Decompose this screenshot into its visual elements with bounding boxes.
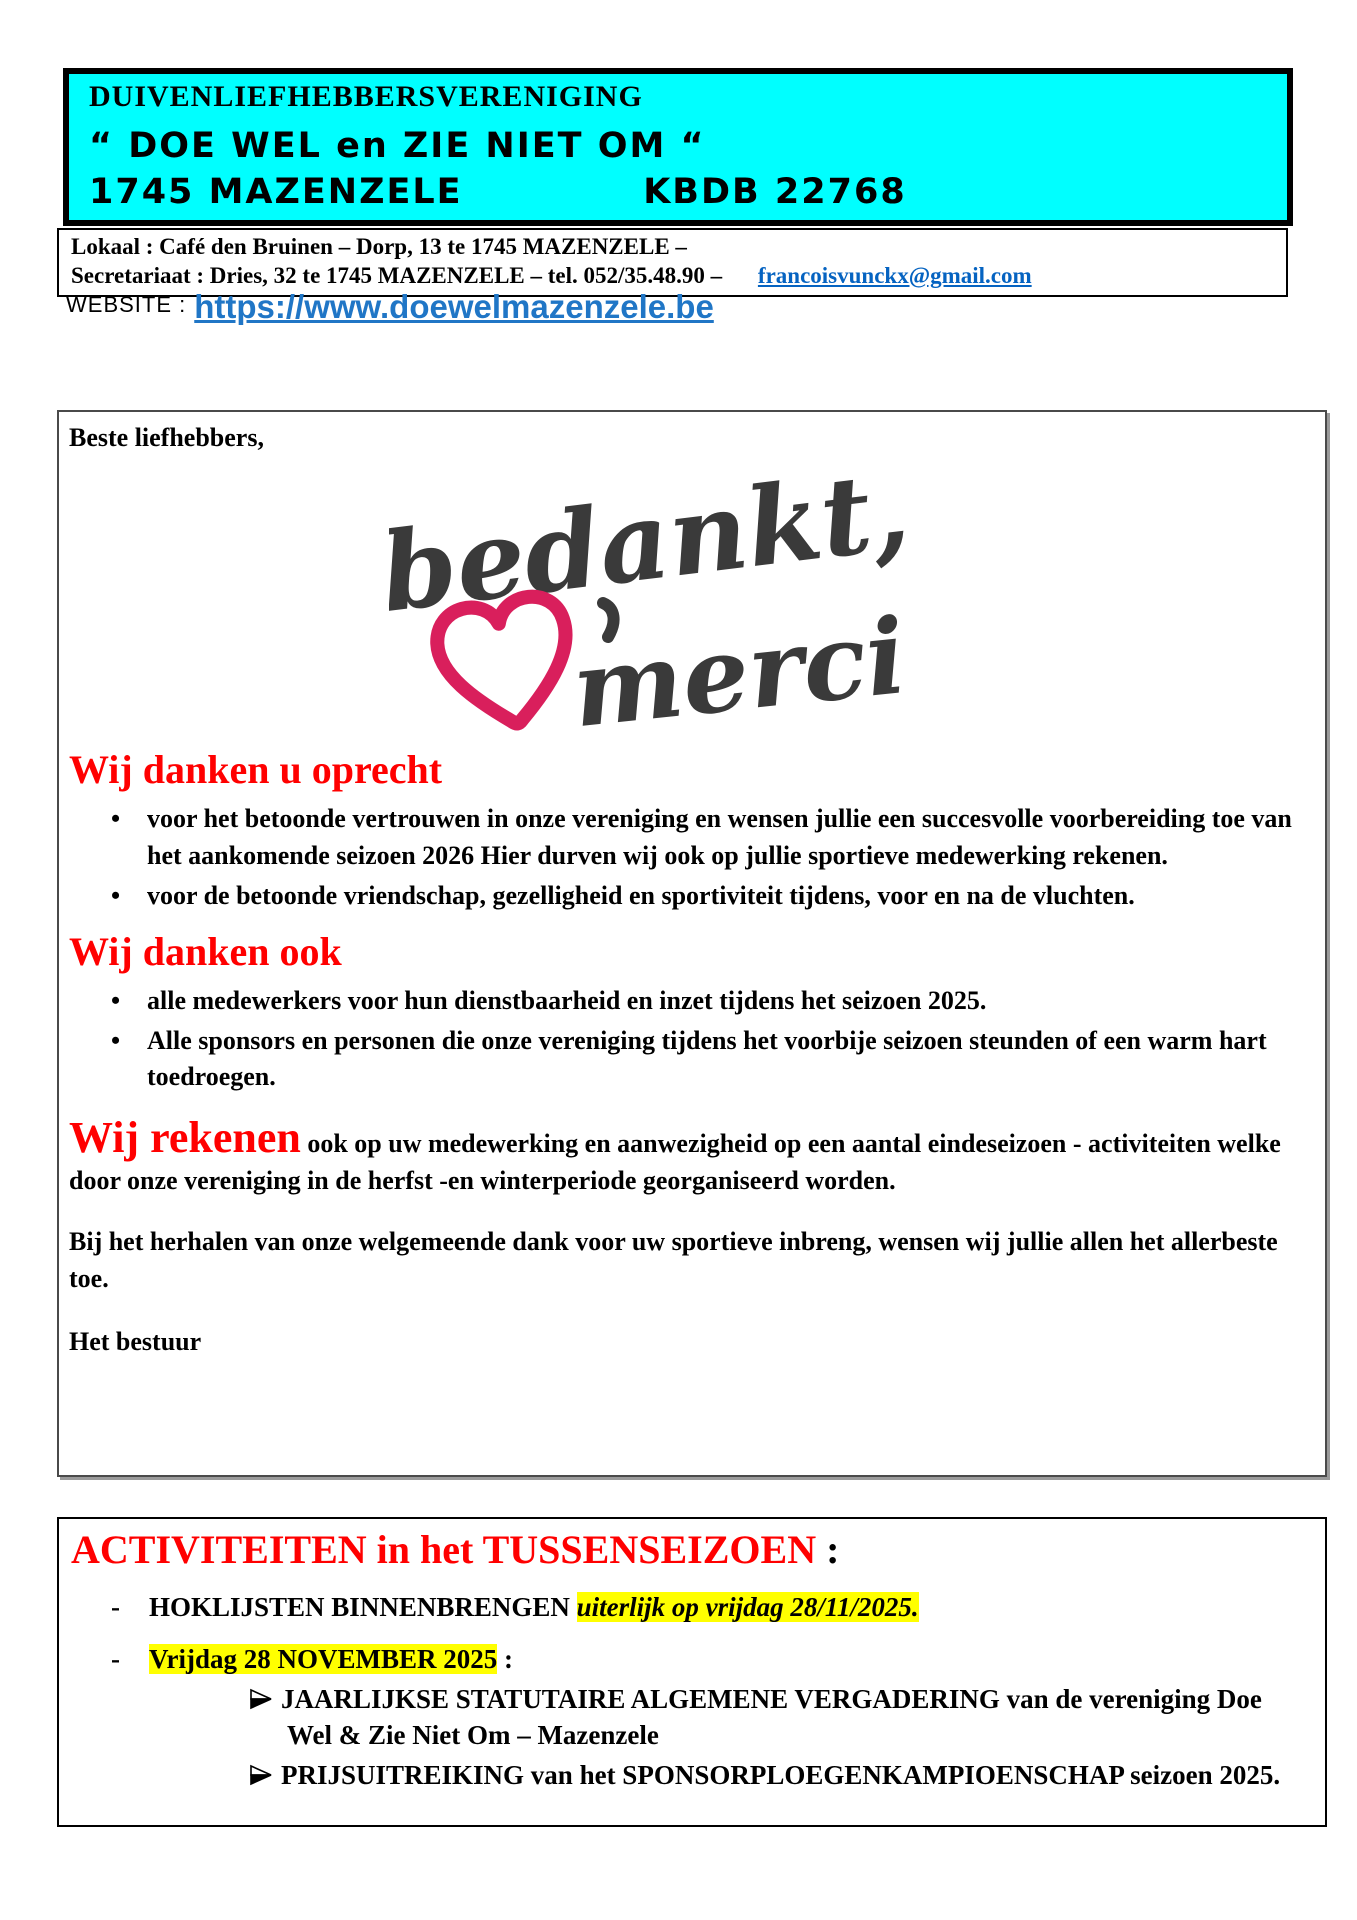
bullet-icon: • [111,880,121,910]
bullet-icon: • [111,985,121,1015]
paragraph-rekenen [69,1113,1299,1200]
signoff-het-bestuur: Het bestuur [69,1326,202,1356]
club-header-box [63,68,1293,226]
bedankt-merci-image [389,461,909,733]
address-line-lokaal: Lokaal : Café den Bruinen – Dorp, 13 te 1745 MAZENZELE – [71,234,687,259]
website-label: WEBSITE : [66,292,187,317]
activities-box [57,1517,1327,1827]
vrijdag-colon: : [497,1644,513,1675]
hoklijsten-deadline-highlight: uiterlijk op vrijdag 28/11/2025. [576,1592,919,1622]
activities-heading [71,1527,1305,1573]
list-item-text: alle medewerkers voor hun dienstbaarheid en inzet tijdens het seizoen 2025. [147,985,987,1015]
section-heading-danken-ook: Wij danken ook [69,928,342,974]
rekenen-text: ook op uw medewerking en aanwezigheid op een aantal eindeseizoen - activiteiten welke door onze vereniging in de herfst -en winterperiode georganiseerd worden. [69,1129,1281,1196]
rekenen-red-heading: Wij rekenen [69,1113,301,1163]
dash-icon: - [111,1592,120,1622]
list-item [111,801,1299,875]
letter-box [57,410,1327,1477]
club-kbdb-number: KBDB 22768 [643,172,907,212]
bullet-icon: • [111,803,121,833]
sub-item-text: JAARLIJKSE STATUTAIRE ALGEMENE VERGADERING van de vereniging Doe Wel & Zie Niet Om – Mazenzele [281,1683,1262,1751]
merci-script-text: merci [566,593,909,733]
activity-item-vrijdag [71,1641,1305,1793]
arrowhead-right-icon [249,1688,273,1710]
sub-item-vergadering [249,1681,1305,1754]
secretariaat-text: Secretariaat : Dries, 32 te 1745 MAZENZELE – tel. 052/35.48.90 – [71,262,723,288]
activity-item-hoklijsten [71,1589,1305,1625]
list-item [111,878,1299,915]
website-link[interactable]: https://www.doewelmazenzele.be [194,288,714,325]
email-link[interactable]: francoisvunckx@gmail.com [757,262,1032,288]
danken-oprecht-list [69,801,1299,915]
club-name: “ DOE WEL en ZIE NIET OM “ [89,125,706,166]
greeting: Beste liefhebbers, [69,423,264,452]
section-heading-danken-oprecht: Wij danken u oprecht [69,746,443,792]
list-item [111,983,1299,1020]
list-item [111,1023,1299,1097]
club-association-type: DUIVENLIEFHEBBERSVERENIGING [89,80,643,113]
bedankt-script-text: bedankt, [389,460,909,637]
bullet-icon: • [111,1025,121,1055]
address-line-secretariaat [71,262,1274,291]
bedankt-merci-graphic [389,461,909,733]
arrowhead-right-icon [249,1764,273,1786]
website-row [66,288,714,326]
paragraph-thanks: Bij het herhalen van onze welgemeende dank voor uw sportieve inbreng, wensen wij jullie allen het allerbeste toe. [69,1227,1278,1294]
activities-heading-text: ACTIVITEITEN in het TUSSENSEIZOEN [71,1527,817,1572]
activities-heading-colon: : [816,1527,840,1572]
club-city: 1745 MAZENZELE [89,172,463,212]
sub-item-text: PRIJSUITREIKING van het SPONSORPLOEGENKAMPIOENSCHAP seizoen 2025. [281,1759,1281,1790]
dash-icon: - [111,1644,120,1675]
sub-item-prijsuitreiking [249,1757,1305,1793]
danken-ook-list [69,983,1299,1097]
club-city-row [89,173,1277,212]
list-item-text: voor de betoonde vriendschap, gezelligheid en sportiviteit tijdens, voor en na de vluchten. [147,880,1135,910]
list-item-text: voor het betoonde vertrouwen in onze vereniging en wensen jullie een succesvolle voorbereiding toe van het aankomende seizoen 2026 Hier durven wij ook op jullie sportieve medewerking rekenen. [147,803,1292,870]
hoklijsten-text: HOKLIJSTEN BINNENBRENGEN [149,1592,577,1622]
address-box [57,228,1288,297]
vrijdag-date-highlight: Vrijdag 28 NOVEMBER 2025 [149,1644,498,1675]
list-item-text: Alle sponsors en personen die onze vereniging tijdens het voorbije seizoen steunden of een warm hart toedroegen. [147,1025,1267,1092]
